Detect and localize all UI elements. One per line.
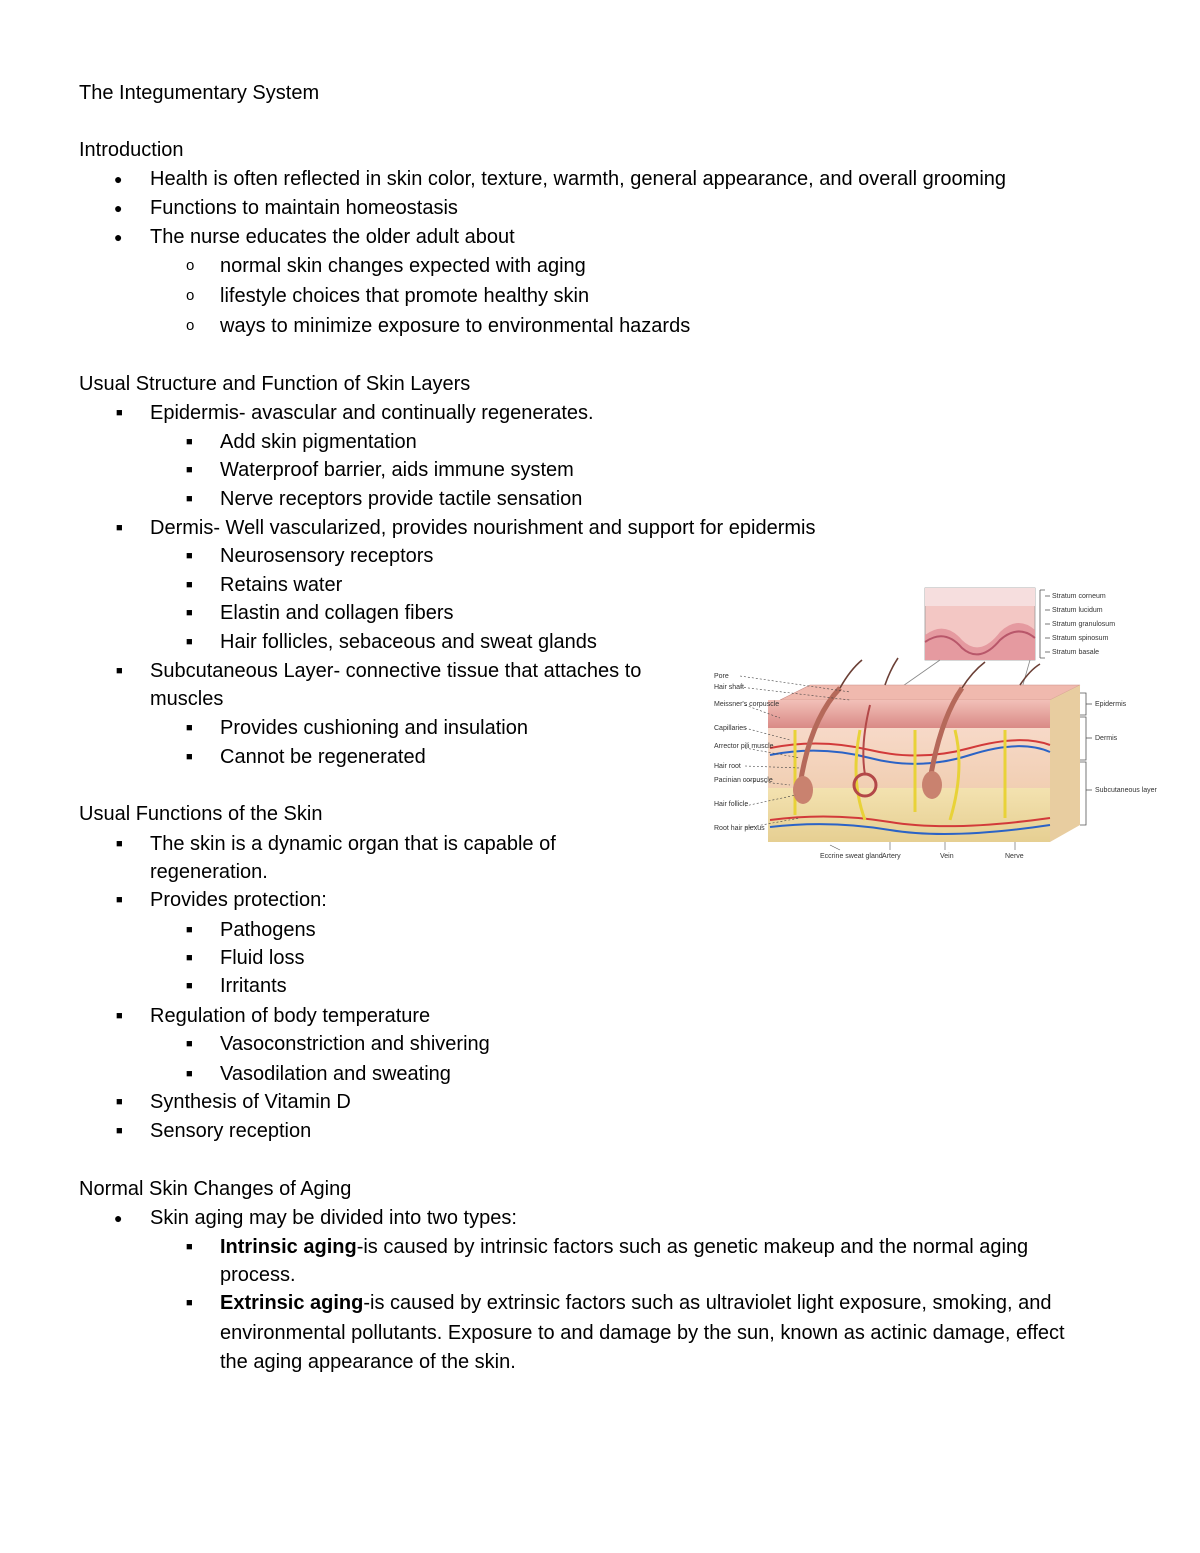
extrinsic-text: -is caused by extrinsic factors such as ultraviolet light exposure, smoking, and bbox=[363, 1292, 1052, 1314]
inset-label: Stratum spinosum bbox=[1052, 635, 1109, 642]
square-bullet-icon: ■ bbox=[186, 952, 193, 964]
extrinsic-term: Extrinsic aging bbox=[220, 1292, 364, 1314]
temperature-subitem: Vasodilation and sweating bbox=[220, 1063, 451, 1085]
square-bullet-icon: ■ bbox=[186, 751, 193, 763]
square-bullet-icon: ■ bbox=[186, 464, 193, 476]
intrinsic-item-cont: process. bbox=[220, 1264, 296, 1286]
square-bullet-icon: ■ bbox=[186, 1297, 193, 1309]
dermis-subitem: Retains water bbox=[220, 574, 343, 596]
intro-heading: Introduction bbox=[79, 139, 184, 161]
hollow-bullet-icon: o bbox=[186, 317, 195, 334]
subcutaneous-subitem: Provides cushioning and insulation bbox=[220, 717, 528, 739]
intro-subitem: normal skin changes expected with aging bbox=[220, 255, 586, 277]
protection-subitem: Irritants bbox=[220, 975, 287, 997]
square-bullet-icon: ■ bbox=[186, 722, 193, 734]
dermis-subitem: Hair follicles, sebaceous and sweat glands bbox=[220, 631, 597, 653]
square-bullet-icon: ■ bbox=[116, 1125, 123, 1137]
bottom-label: Eccrine sweat gland bbox=[820, 853, 883, 860]
inset-label: Stratum corneum bbox=[1052, 593, 1106, 600]
skin-cross-section-diagram bbox=[700, 580, 1170, 870]
square-bullet-icon: ■ bbox=[116, 838, 123, 850]
square-bullet-icon: ■ bbox=[116, 407, 123, 419]
left-label: Capillaries bbox=[714, 725, 747, 732]
extrinsic-item-cont: environmental pollutants. Exposure to and damage by the sun, known as actinic damage, effect bbox=[220, 1322, 1065, 1344]
square-bullet-icon: ■ bbox=[186, 579, 193, 591]
functions-item: The skin is a dynamic organ that is capable of bbox=[150, 833, 556, 855]
square-bullet-icon: ■ bbox=[116, 894, 123, 906]
aging-item: Skin aging may be divided into two types: bbox=[150, 1207, 517, 1229]
bottom-label: Artery bbox=[882, 853, 901, 860]
square-bullet-icon: ■ bbox=[186, 924, 193, 936]
extrinsic-item bbox=[220, 1291, 1051, 1315]
bullet-icon: ● bbox=[114, 200, 123, 216]
square-bullet-icon: ■ bbox=[116, 522, 123, 534]
dermis-subitem: Elastin and collagen fibers bbox=[220, 602, 454, 624]
left-label: Arrector pili muscle bbox=[714, 743, 774, 750]
square-bullet-icon: ■ bbox=[116, 1096, 123, 1108]
functions-heading: Usual Functions of the Skin bbox=[79, 803, 323, 825]
square-bullet-icon: ■ bbox=[116, 665, 123, 677]
left-label: Hair root bbox=[714, 763, 741, 770]
hollow-bullet-icon: o bbox=[186, 257, 195, 274]
left-label: Hair follicle bbox=[714, 801, 749, 808]
inset-label: Stratum lucidum bbox=[1052, 607, 1103, 614]
subcutaneous-subitem: Cannot be regenerated bbox=[220, 746, 426, 768]
square-bullet-icon: ■ bbox=[186, 980, 193, 992]
intro-subitem: ways to minimize exposure to environmental hazards bbox=[220, 315, 691, 337]
right-label: Dermis bbox=[1095, 735, 1118, 742]
square-bullet-icon: ■ bbox=[186, 607, 193, 619]
bullet-icon: ● bbox=[114, 229, 123, 245]
functions-item-cont: regeneration. bbox=[150, 861, 268, 883]
inset-label: Stratum granulosum bbox=[1052, 621, 1116, 628]
left-label: Root hair plexus bbox=[714, 825, 765, 832]
intro-item: Functions to maintain homeostasis bbox=[150, 197, 458, 219]
bottom-label: Vein bbox=[940, 853, 954, 860]
skin-block bbox=[768, 658, 1080, 842]
intrinsic-text: -is caused by intrinsic factors such as genetic makeup and the normal aging bbox=[356, 1236, 1029, 1258]
protection-subitem: Fluid loss bbox=[220, 947, 305, 969]
left-label: Pacinian corpuscle bbox=[714, 777, 773, 784]
right-label: Subcutaneous layer bbox=[1095, 787, 1157, 794]
intrinsic-term: Intrinsic aging bbox=[220, 1236, 357, 1258]
square-bullet-icon: ■ bbox=[186, 1038, 193, 1050]
subcutaneous-item: Subcutaneous Layer- connective tissue that attaches to bbox=[150, 660, 642, 682]
dermis-subitem: Neurosensory receptors bbox=[220, 545, 434, 567]
functions-item: Sensory reception bbox=[150, 1120, 312, 1142]
square-bullet-icon: ■ bbox=[186, 636, 193, 648]
bullet-icon: ● bbox=[114, 1210, 123, 1226]
left-label: Pore bbox=[714, 673, 729, 680]
epidermis-subitem: Waterproof barrier, aids immune system bbox=[220, 459, 574, 481]
left-label: Meissner's corpuscle bbox=[714, 701, 780, 708]
hollow-bullet-icon: o bbox=[186, 287, 195, 304]
aging-heading: Normal Skin Changes of Aging bbox=[79, 1178, 352, 1200]
square-bullet-icon: ■ bbox=[186, 493, 193, 505]
intro-item: Health is often reflected in skin color, texture, warmth, general appearance, and overall grooming bbox=[150, 168, 1007, 190]
square-bullet-icon: ■ bbox=[186, 1068, 193, 1080]
epidermis-inset bbox=[925, 588, 1035, 660]
protection-subitem: Pathogens bbox=[220, 919, 316, 941]
square-bullet-icon: ■ bbox=[186, 436, 193, 448]
square-bullet-icon: ■ bbox=[186, 1241, 193, 1253]
temperature-subitem: Vasoconstriction and shivering bbox=[220, 1033, 490, 1055]
epidermis-item: Epidermis- avascular and continually regenerates. bbox=[150, 402, 594, 424]
intrinsic-item bbox=[220, 1235, 1028, 1259]
right-label: Epidermis bbox=[1095, 701, 1127, 708]
structure-heading: Usual Structure and Function of Skin Layers bbox=[79, 373, 471, 395]
functions-item: Regulation of body temperature bbox=[150, 1005, 431, 1027]
left-label: Hair shaft bbox=[714, 684, 744, 691]
bullet-icon: ● bbox=[114, 171, 123, 187]
square-bullet-icon: ■ bbox=[186, 550, 193, 562]
epidermis-subitem: Nerve receptors provide tactile sensation bbox=[220, 488, 583, 510]
subcutaneous-item-cont: muscles bbox=[150, 688, 224, 710]
intro-subitem: lifestyle choices that promote healthy skin bbox=[220, 285, 590, 307]
epidermis-subitem: Add skin pigmentation bbox=[220, 431, 417, 453]
dermis-item: Dermis- Well vascularized, provides nourishment and support for epidermis bbox=[150, 517, 816, 539]
square-bullet-icon: ■ bbox=[116, 1010, 123, 1022]
extrinsic-item-cont: the aging appearance of the skin. bbox=[220, 1351, 516, 1373]
bottom-label: Nerve bbox=[1005, 853, 1024, 860]
functions-item: Synthesis of Vitamin D bbox=[150, 1091, 351, 1113]
intro-item: The nurse educates the older adult about bbox=[150, 226, 515, 248]
functions-item: Provides protection: bbox=[150, 889, 327, 911]
inset-label: Stratum basale bbox=[1052, 649, 1100, 656]
document-title: The Integumentary System bbox=[79, 82, 320, 104]
